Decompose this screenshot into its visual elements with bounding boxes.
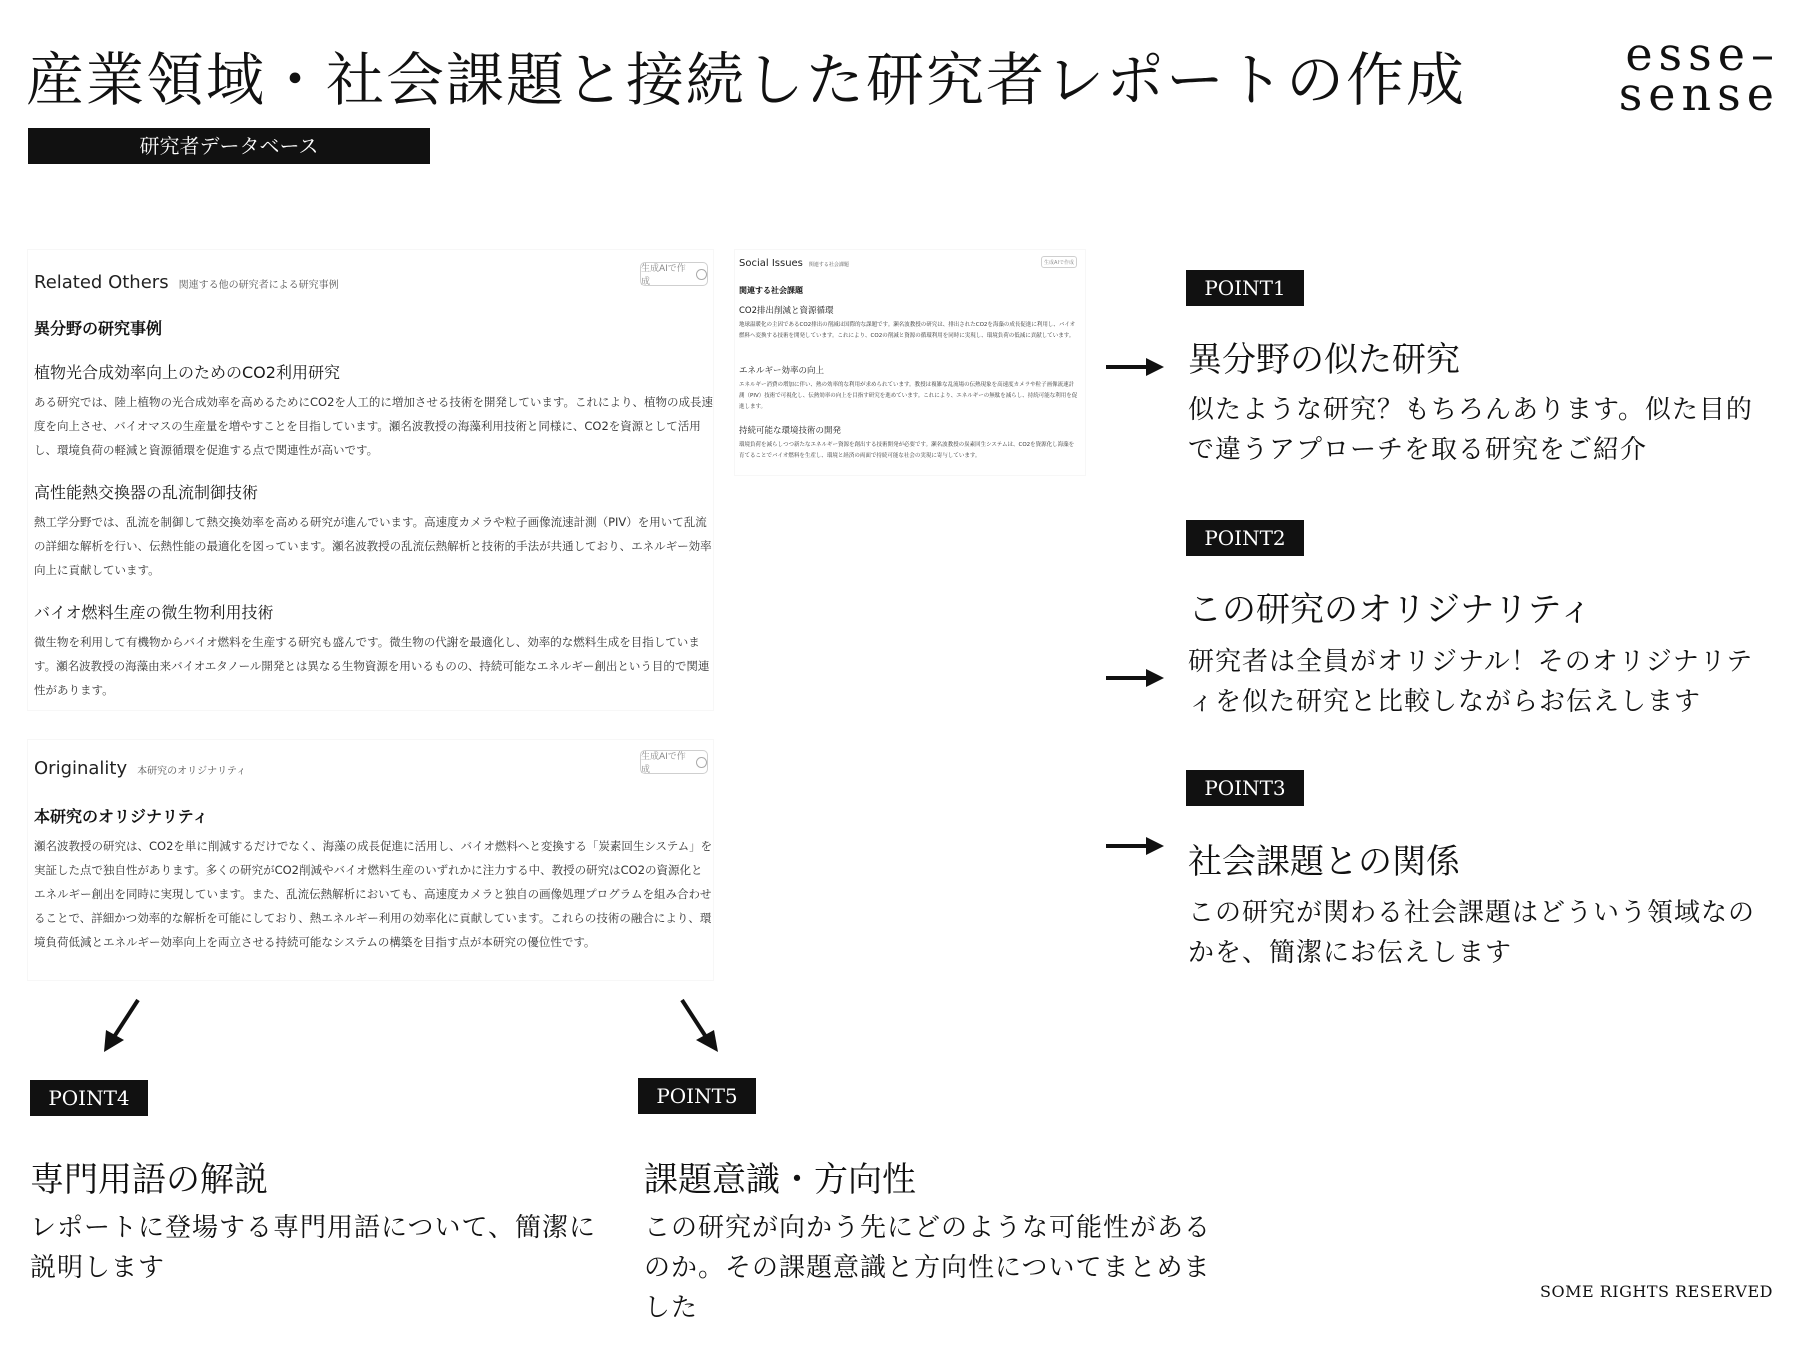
item-title: 持続可能な環境技術の開発 bbox=[739, 426, 842, 436]
item-title: 植物光合成効率向上のためのCO2利用研究 bbox=[34, 363, 340, 382]
point3-desc: この研究が関わる社会課題はどういう領域なのかを、簡潔にお伝えします bbox=[1188, 898, 1756, 968]
point5-tag: POINT5 bbox=[638, 1078, 756, 1114]
item-body: ある研究では、陸上植物の光合成効率を高めるためにCO2を人工的に増加させる技術を開発しています。これにより、植物の成長速度を向上させ、バイオマスの生産量を増やすことを目指しています。瀬名波教授の海藻利用技術と同様に、CO2を資源として活用し、環境負荷の軽減と資源循環を促進する点で関連性が高いです。 bbox=[34, 395, 713, 457]
point1-tag: POINT1 bbox=[1186, 270, 1304, 306]
generate-ai-button[interactable] bbox=[640, 262, 708, 286]
arrow-icon bbox=[100, 996, 146, 1054]
section-heading: 関連する社会課題 bbox=[739, 286, 803, 295]
card-subtitle: 本研究のオリジナリティ bbox=[137, 766, 247, 777]
card-title: Social Issues bbox=[739, 258, 803, 269]
logo bbox=[1610, 27, 1780, 121]
section-heading: 異分野の研究事例 bbox=[34, 319, 163, 338]
originality-card bbox=[28, 740, 713, 980]
item-title: バイオ燃料生産の微生物利用技術 bbox=[34, 603, 274, 622]
social-issues-card bbox=[735, 250, 1085, 475]
originality-body: 瀬名波教授の研究は、CO2を単に削減するだけでなく、海藻の成長促進に活用し、バイオ燃料へと変換する「炭素回生システム」を実証した点で独自性があります。多くの研究がCO2削減やバイオ燃料生産のいずれかに注力する中、教授の研究はCO2の資源化とエネルギー創出を同時に実現しています。また、乱流伝熱解析においても、高速度カメラと独自の画像処理プログラムを組み合わせることで、詳細かつ効率的な解析を可能にしており、熱エネルギー利用の効率化に貢献しています。これらの技術の融合により、環境負荷低減とエネルギー効率向上を両立させる持続可能なシステムの構築を目指す点が本研究の優位性です。 bbox=[34, 839, 713, 949]
item-title: CO2排出削減と資源循環 bbox=[739, 306, 834, 316]
section-heading: 本研究のオリジナリティ bbox=[34, 807, 209, 826]
database-label-bar: 研究者データベース bbox=[28, 128, 430, 164]
list-item bbox=[34, 602, 713, 702]
item-body: エネルギー消費の増加に伴い、熱の効率的な利用が求められています。教授は複雑な乱流場の伝熱現象を高速度カメラや粒子画像流速計測（PIV）技術で可視化し、伝熱効率の向上を目指す研究を進めています。これにより、エネルギーの無駄を減らし、持続可能な利用を促進します。 bbox=[739, 382, 1078, 410]
point2-desc: 研究者は全員がオリジナル！そのオリジナリティを似た研究と比較しながらお伝えします bbox=[1188, 647, 1754, 717]
list-item bbox=[739, 305, 1079, 342]
generate-ai-button[interactable] bbox=[1041, 256, 1077, 268]
card-subtitle: 関連する他の研究者による研究事例 bbox=[178, 280, 339, 291]
item-title: エネルギー効率の向上 bbox=[739, 366, 825, 376]
card-header bbox=[34, 272, 339, 293]
card-title: Originality bbox=[34, 758, 128, 779]
point3-tag: POINT3 bbox=[1186, 770, 1304, 806]
arrow-icon bbox=[1106, 357, 1164, 377]
point5-desc: この研究が向かう先にどのような可能性があるのか。その課題意識と方向性についてまとめました bbox=[644, 1213, 1212, 1323]
logo-line-2: sense bbox=[1618, 67, 1780, 121]
logo-line-1: esse– bbox=[1625, 27, 1780, 81]
list-item bbox=[34, 482, 713, 582]
card-header bbox=[739, 258, 849, 269]
page-title: 産業領域・社会課題と接続した研究者レポートの作成 bbox=[26, 46, 1467, 114]
list-item bbox=[739, 365, 1079, 413]
point1-desc: 似たような研究？もちろんあります。似た目的で違うアプローチを取る研究をご紹介 bbox=[1188, 395, 1753, 465]
card-subtitle: 関連する社会課題 bbox=[808, 262, 849, 268]
arrow-icon bbox=[1106, 668, 1164, 688]
point1-title: 異分野の似た研究 bbox=[1188, 340, 1460, 380]
card-header bbox=[34, 758, 246, 779]
point2-tag: POINT2 bbox=[1186, 520, 1304, 556]
generate-ai-label: 生成AIで作成 bbox=[1044, 259, 1074, 266]
gear-icon bbox=[696, 757, 707, 768]
point5-title: 課題意識・方向性 bbox=[644, 1160, 916, 1200]
copyright-notice: SOME RIGHTS RESERVED bbox=[1540, 1282, 1773, 1301]
item-title: 高性能熱交換器の乱流制御技術 bbox=[34, 483, 259, 502]
item-body: 微生物を利用して有機物からバイオ燃料を生産する研究も盛んです。微生物の代謝を最適化し、効率的な燃料生成を目指しています。瀬名波教授の海藻由来バイオエタノール開発とは異なる生物資源を用いるものの、持続可能なエネルギー創出という目的で関連性があります。 bbox=[34, 635, 710, 697]
generate-ai-button[interactable] bbox=[640, 750, 708, 774]
point2-title: この研究のオリジナリティ bbox=[1188, 590, 1593, 630]
point4-title: 専門用語の解説 bbox=[30, 1160, 268, 1200]
point4-tag: POINT4 bbox=[30, 1080, 148, 1116]
list-item bbox=[34, 362, 713, 462]
point3-title: 社会課題との関係 bbox=[1188, 842, 1460, 882]
arrow-icon bbox=[676, 996, 722, 1054]
list-item bbox=[739, 425, 1079, 462]
item-body: 地球温暖化の主因であるCO2排出の削減は国際的な課題です。瀬名波教授の研究は、排出されたCO2を海藻の成長促進に利用し、バイオ燃料へ変換する技術を開発しています。これにより、CO2の削減と資源の循環利用を同時に実現し、環境負荷の低減に貢献しています。 bbox=[739, 322, 1076, 339]
arrow-icon bbox=[1106, 836, 1164, 856]
related-others-card bbox=[28, 250, 713, 710]
item-body: 熱工学分野では、乱流を制御して熱交換効率を高める研究が進んでいます。高速度カメラや粒子画像流速計測（PIV）を用いて乱流の詳細な解析を行い、伝熱性能の最適化を図っています。瀬名波教授の乱流伝熱解析と技術的手法が共通しており、エネルギー効率向上に貢献しています。 bbox=[34, 515, 712, 577]
gear-icon bbox=[696, 269, 707, 280]
generate-ai-label: 生成AIで作成 bbox=[641, 264, 686, 287]
card-title: Related Others bbox=[34, 272, 169, 293]
point4-desc: レポートに登場する専門用語について、簡潔に説明します bbox=[30, 1213, 596, 1283]
item-body: 環境負荷を減らしつつ新たなエネルギー資源を創出する技術開発が必要です。瀬名波教授の炭素回生システムは、CO2を資源化し海藻を育てることでバイオ燃料を生産し、環境と経済の両面で持続可能な社会の実現に寄与しています。 bbox=[739, 442, 1075, 459]
generate-ai-label: 生成AIで作成 bbox=[641, 752, 686, 775]
